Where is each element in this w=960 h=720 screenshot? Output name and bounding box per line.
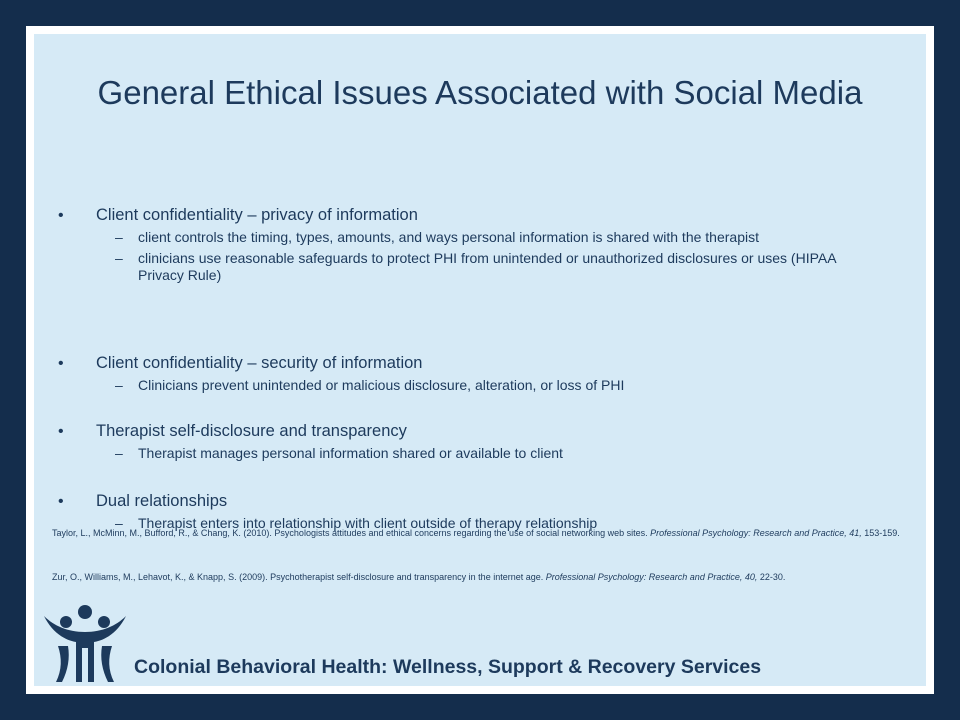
bullet-text: Client confidentiality – privacy of information <box>96 206 418 224</box>
sub-item <box>115 377 878 394</box>
slide <box>34 34 926 686</box>
sub-item <box>115 250 878 284</box>
dash-glyph: – <box>115 445 123 461</box>
bullet-text: Client confidentiality – security of information <box>96 354 423 372</box>
bullet-security <box>58 354 878 394</box>
sub-item <box>115 229 878 246</box>
reference-pages: 22-30. <box>757 572 786 582</box>
sub-text: client controls the timing, types, amounts, and ways personal information is shared with the therapist <box>138 229 759 245</box>
sub-text: clinicians use reasonable safeguards to protect PHI from unintended or unauthorized disclosures or uses (HIPAA Privacy Rule) <box>138 250 836 283</box>
reference-journal: Professional Psychology: Research and Practice, 40, <box>545 572 758 582</box>
sub-text: Clinicians prevent unintended or malicious disclosure, alteration, or loss of PHI <box>138 377 625 393</box>
bullet-dot: • <box>58 423 64 440</box>
bullet-text: Therapist self-disclosure and transparency <box>96 422 407 440</box>
sub-text: Therapist manages personal information shared or available to client <box>138 445 563 461</box>
dash-glyph: – <box>115 515 123 531</box>
slide-title: General Ethical Issues Associated with Social Media <box>97 74 863 111</box>
bullet-dot: • <box>58 207 64 224</box>
reference-zur <box>52 572 912 583</box>
sub-text: Therapist enters into relationship with client outside of therapy relationship <box>138 515 598 531</box>
dash-glyph: – <box>115 250 123 266</box>
reference-pages: 153-159. <box>861 528 900 538</box>
bullet-dot: • <box>58 355 64 372</box>
dash-glyph: – <box>115 377 123 393</box>
bullet-privacy <box>58 206 878 284</box>
bullet-dot: • <box>58 493 64 510</box>
footer-org-name: Colonial Behavioral Health: Wellness, Support & Recovery Services <box>134 656 762 678</box>
reference-text: Taylor, L., McMinn, M., Bufford, R., & Chang, K. (2010). Psychologists attitudes and ethical concerns regarding the use of social networking web sites. <box>52 528 651 538</box>
bullet-dual-relationships <box>58 492 878 532</box>
reference-taylor <box>52 528 912 539</box>
reference-text: Zur, O., Williams, M., Lehavot, K., & Knapp, S. (2009). Psychotherapist self-disclosure and transparency in the internet age. <box>52 572 546 582</box>
bullet-self-disclosure <box>58 422 878 462</box>
reference-journal: Professional Psychology: Research and Practice, 41, <box>650 528 862 538</box>
sub-item <box>115 445 878 462</box>
colonial-logo-icon <box>42 602 128 684</box>
bullet-text: Dual relationships <box>96 492 228 510</box>
dash-glyph: – <box>115 229 123 245</box>
